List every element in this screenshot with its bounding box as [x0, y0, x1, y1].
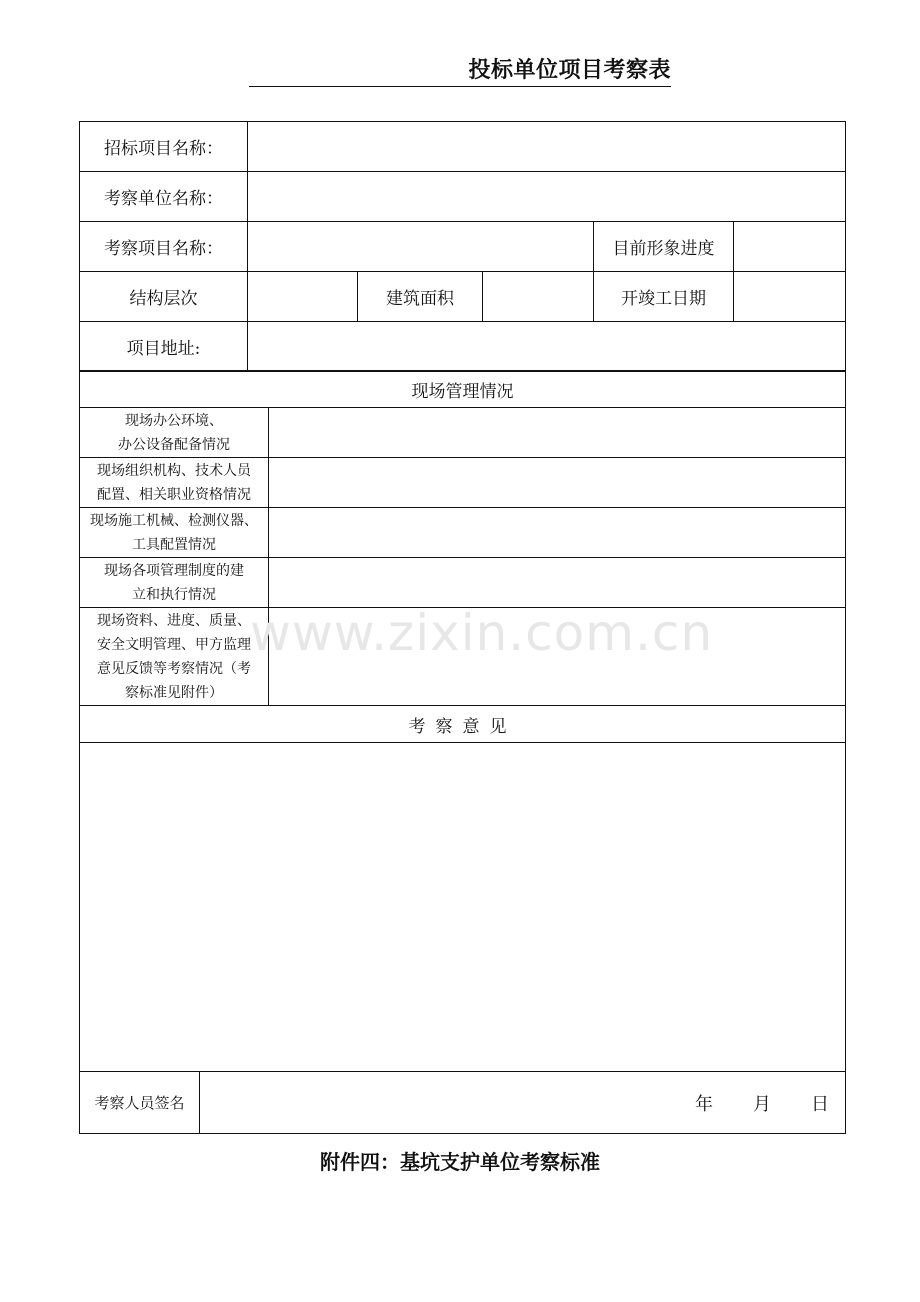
site-row-label	[80, 508, 269, 558]
signer-label: 考察人员签名	[80, 1072, 200, 1134]
site-row-machinery	[80, 508, 846, 558]
area-field[interactable]	[483, 272, 594, 322]
site-row-label-line: 现场各项管理制度的建	[104, 562, 244, 579]
address-field[interactable]	[248, 322, 846, 372]
site-row-field[interactable]	[269, 408, 846, 458]
signature-row	[80, 1072, 846, 1134]
site-row-label-line: 立和执行情况	[132, 586, 216, 603]
structure-row	[80, 272, 846, 322]
opinion-header: 考察意见	[80, 706, 846, 743]
opinion-field[interactable]	[80, 743, 846, 1072]
site-row-label-line: 现场施工机械、检测仪器、	[90, 512, 258, 529]
site-row-label-line: 配置、相关职业资格情况	[97, 486, 251, 503]
appendix-heading: 附件四：基坑支护单位考察标准	[320, 1150, 600, 1174]
structure-field[interactable]	[248, 272, 358, 322]
site-row-label-line: 办公设备配备情况	[118, 436, 230, 453]
inspect-project-label: 考察项目名称：	[80, 222, 248, 272]
site-row-label-line: 工具配置情况	[132, 536, 216, 553]
structure-label: 结构层次	[80, 272, 248, 322]
site-row-label-line: 意见反馈等考察情况（考	[97, 660, 251, 677]
site-row-label-line: 现场资料、进度、质量、	[97, 612, 251, 629]
site-row-organization	[80, 458, 846, 508]
progress-field[interactable]	[734, 222, 846, 272]
inspect-project-row	[80, 222, 846, 272]
address-row	[80, 322, 846, 372]
inspect-project-field[interactable]	[248, 222, 594, 272]
site-row-label	[80, 458, 269, 508]
site-row-label	[80, 608, 269, 706]
inspect-unit-field[interactable]	[248, 172, 846, 222]
tender-project-row	[80, 122, 846, 172]
site-header-row	[80, 371, 846, 408]
site-row-label-line: 安全文明管理、甲方监理	[97, 636, 251, 653]
progress-label: 目前形象进度	[594, 222, 734, 272]
site-row-field[interactable]	[269, 558, 846, 608]
month-label: 月	[753, 1093, 771, 1115]
page-title: 投标单位项目考察表	[468, 57, 671, 83]
site-row-label-line: 察标准见附件）	[125, 684, 223, 701]
site-row-label-line: 现场办公环境、	[125, 412, 223, 429]
site-row-field[interactable]	[269, 508, 846, 558]
site-row-label	[80, 558, 269, 608]
address-label: 项目地址:	[80, 322, 248, 372]
opinion-header-row	[80, 706, 846, 743]
tender-project-field[interactable]	[248, 122, 846, 172]
dates-label: 开竣工日期	[594, 272, 734, 322]
site-row-office	[80, 408, 846, 458]
area-label: 建筑面积	[358, 272, 483, 322]
site-row-label-line: 现场组织机构、技术人员	[97, 462, 251, 479]
site-header: 现场管理情况	[80, 371, 846, 408]
inspect-unit-row	[80, 172, 846, 222]
title-underline	[249, 58, 671, 87]
site-row-field[interactable]	[269, 458, 846, 508]
signature-field[interactable]	[200, 1072, 846, 1134]
year-label: 年	[695, 1093, 713, 1115]
sign-date	[695, 1090, 829, 1116]
inspect-unit-label: 考察单位名称：	[80, 172, 248, 222]
site-row-field[interactable]	[269, 608, 846, 706]
site-management-table	[79, 370, 846, 706]
tender-project-label: 招标项目名称：	[80, 122, 248, 172]
watermark-text: www.zixin.com.cn	[250, 604, 714, 662]
dates-field[interactable]	[734, 272, 846, 322]
project-info-table	[79, 121, 846, 372]
site-row-documents	[80, 608, 846, 706]
opinion-table	[79, 705, 846, 1134]
day-label: 日	[811, 1093, 829, 1115]
site-row-management-system	[80, 558, 846, 608]
site-row-label	[80, 408, 269, 458]
opinion-body-row	[80, 743, 846, 1072]
